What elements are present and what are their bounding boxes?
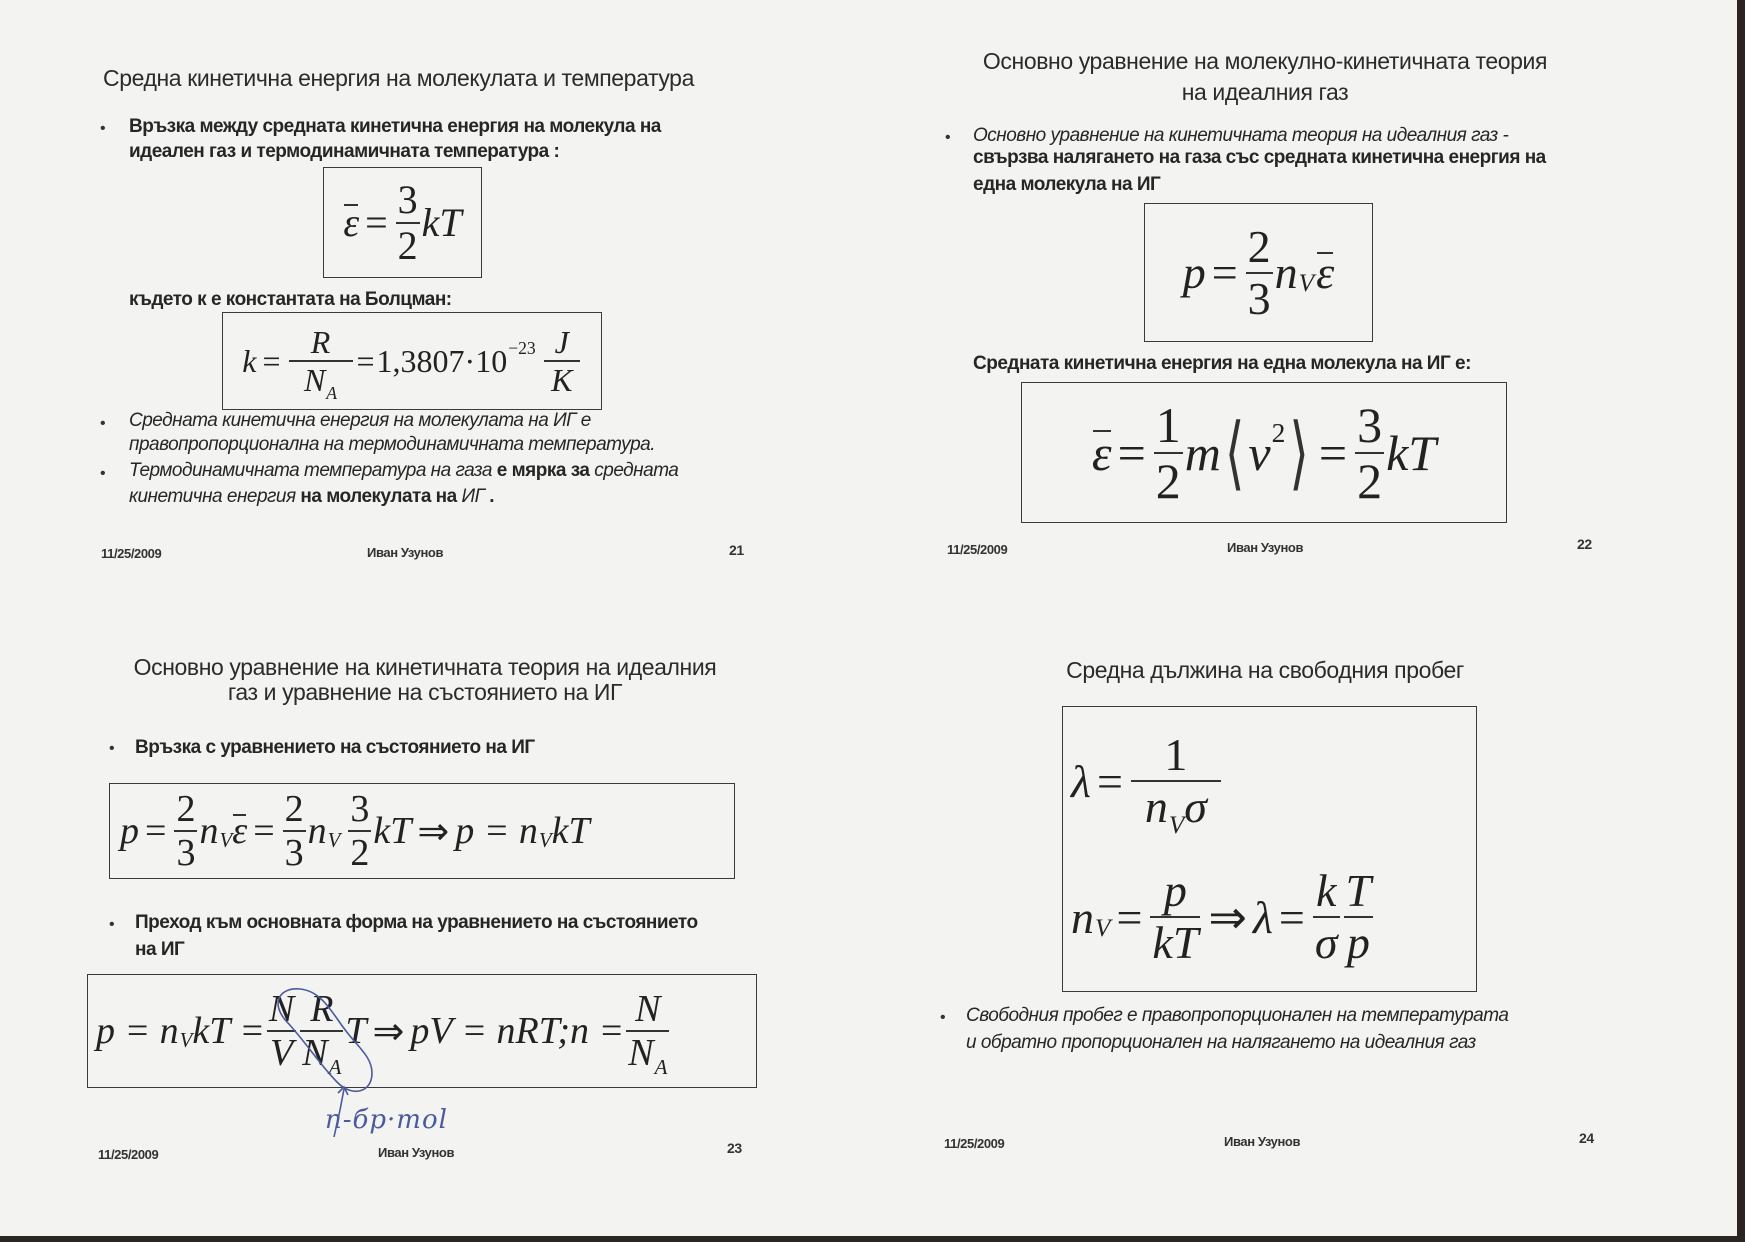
formula-box-mean-free-path xyxy=(1062,706,1477,992)
subscript: V xyxy=(1095,913,1111,942)
term: T xyxy=(345,1010,367,1052)
fraction xyxy=(396,176,420,268)
italic-span: ИГ xyxy=(461,486,485,507)
mid-text: Средната кинетична енергия на една молекула на ИГ е: xyxy=(973,353,1471,374)
denominator: 3 xyxy=(1247,272,1271,324)
implies-arrow: ⇒ xyxy=(417,810,450,853)
numerator: k xyxy=(1315,865,1337,916)
value: 1,3807·10 xyxy=(376,342,508,379)
footer-date: 11/25/2009 xyxy=(947,542,1008,557)
handwritten-note: n-бр·mol xyxy=(325,1105,448,1135)
left-angle-bracket: ⟨ xyxy=(1224,407,1245,498)
bullet-text-line xyxy=(129,484,494,509)
slide-number: 22 xyxy=(1577,536,1592,552)
term: λ xyxy=(1252,891,1273,943)
footer-author: Иван Узунов xyxy=(367,545,444,560)
fraction xyxy=(174,790,197,872)
denominator: N xyxy=(302,1032,328,1074)
formula-box-derivation xyxy=(109,783,735,879)
implies-arrow: ⇒ xyxy=(372,1010,405,1053)
term: kT xyxy=(1386,424,1437,481)
term: p = n xyxy=(96,1010,179,1052)
bullet-text-line: свързва налягането на газа със средната кинетична енергия на xyxy=(973,147,1546,168)
fraction xyxy=(1154,396,1183,509)
footer-author: Иван Узунов xyxy=(378,1145,455,1160)
slide-title: Средна кинетична енергия на молекулата и температура xyxy=(103,65,694,91)
bullet-text-line: правопропорционална на термодинамичната температура. xyxy=(129,434,655,455)
denominator: 2 xyxy=(1155,452,1181,509)
bullet-text-line: на ИГ xyxy=(135,939,185,960)
fraction xyxy=(283,790,306,872)
denominator: 3 xyxy=(176,832,196,874)
equals: = xyxy=(262,342,281,379)
formula xyxy=(1091,396,1437,509)
numerator: 2 xyxy=(1247,220,1271,272)
formula-lambda xyxy=(1071,729,1223,840)
formula-box-kinetic xyxy=(1021,382,1507,523)
where-text: където к е константата на Болцман: xyxy=(129,289,452,310)
fraction xyxy=(1150,865,1200,968)
slide-number: 24 xyxy=(1579,1130,1594,1146)
equals: = xyxy=(1278,891,1305,943)
bullet-dot: • xyxy=(100,120,106,137)
denominator: N xyxy=(303,362,326,398)
slide-title: газ и уравнение на състоянието на ИГ xyxy=(227,679,623,705)
bullet-dot: • xyxy=(100,465,106,482)
term: v xyxy=(1248,424,1271,481)
term: kT xyxy=(551,810,590,852)
fraction xyxy=(1131,729,1221,840)
formula xyxy=(120,790,590,872)
denominator: 2 xyxy=(1357,452,1383,509)
subscript: V xyxy=(538,827,552,852)
formula-concentration xyxy=(1071,865,1375,968)
handwritten-loop xyxy=(278,989,372,1091)
subscript: V xyxy=(219,827,233,852)
numerator: J xyxy=(554,324,569,360)
epsilon-bar: ε xyxy=(1091,424,1112,481)
subscript: V xyxy=(1298,269,1315,298)
formula xyxy=(242,324,581,403)
subscript: V xyxy=(327,827,341,852)
formula xyxy=(343,176,462,268)
footer-date: 11/25/2009 xyxy=(101,546,162,561)
scanner-edge-bottom xyxy=(0,1236,1745,1242)
term: n xyxy=(1274,247,1298,298)
numerator: 3 xyxy=(350,788,370,830)
denominator: N xyxy=(628,1032,654,1074)
bullet-text-line: идеален газ и термодинамичната температура : xyxy=(129,141,560,162)
slide-title: на идеалния газ xyxy=(1181,79,1349,105)
fraction xyxy=(1313,865,1340,968)
term: λ xyxy=(1071,755,1091,807)
numerator: 1 xyxy=(1164,729,1188,780)
bullet-text-line: Връзка с уравнението на състоянието на ИГ xyxy=(135,737,535,758)
bullet-text-line: една молекула на ИГ xyxy=(973,174,1161,195)
term: p = n xyxy=(455,810,538,852)
slide-title: Средна дължина на свободния пробег xyxy=(1066,657,1464,683)
implies-arrow: ⇒ xyxy=(1208,892,1247,943)
denominator: σ xyxy=(1184,781,1207,832)
term: p xyxy=(1182,247,1206,298)
fraction xyxy=(289,324,353,403)
subscript: A xyxy=(654,1055,668,1080)
bullet-text-line: Основно уравнение на кинетичната теория на идеалния газ - xyxy=(973,125,1509,146)
footer-date: 11/25/2009 xyxy=(98,1147,159,1162)
fraction xyxy=(1246,220,1273,324)
bullet-dot: • xyxy=(109,740,115,757)
numerator: 3 xyxy=(1357,396,1383,453)
scanner-edge-right xyxy=(1737,0,1745,1242)
denominator: n xyxy=(1144,781,1168,832)
exponent: −23 xyxy=(508,338,536,359)
right-angle-bracket: ⟩ xyxy=(1289,407,1309,498)
subscript: A xyxy=(326,382,338,403)
equals: = xyxy=(1117,424,1146,481)
numerator: 3 xyxy=(397,176,418,222)
italic-span: средната xyxy=(594,460,679,481)
numerator: R xyxy=(310,988,334,1030)
unit-fraction xyxy=(544,326,580,396)
term: kT xyxy=(373,810,412,852)
subscript: A xyxy=(328,1055,342,1080)
equals: = xyxy=(365,200,388,245)
denominator: kT xyxy=(1152,917,1199,968)
denominator: 2 xyxy=(350,832,370,874)
bullet-dot: • xyxy=(940,1009,946,1026)
numerator: N xyxy=(635,988,661,1030)
bullet-text-line: Средната кинетична енергия на молекулата на ИГ е xyxy=(129,410,591,431)
term: k xyxy=(242,342,257,379)
normal-span: е мярка за xyxy=(491,460,595,481)
equals: = xyxy=(1096,755,1123,807)
numerator: 2 xyxy=(176,788,196,830)
bullet-text-line: Връзка между средната кинетична енергия на молекула на xyxy=(129,116,661,137)
numerator: T xyxy=(1345,865,1372,916)
bullet-dot: • xyxy=(100,415,106,432)
footer-author: Иван Узунов xyxy=(1227,540,1304,555)
formula xyxy=(1182,220,1335,324)
numerator: 2 xyxy=(284,788,304,830)
equals: = xyxy=(253,810,275,852)
fraction xyxy=(1355,396,1384,509)
slide-number: 21 xyxy=(729,542,744,558)
epsilon-bar: ε xyxy=(343,200,360,245)
normal-span: на молекулата на xyxy=(295,486,462,507)
equals: = xyxy=(1211,247,1238,298)
term: n xyxy=(199,810,219,852)
equals: = xyxy=(1318,424,1348,481)
term: kT xyxy=(421,200,462,245)
term: n xyxy=(1071,891,1094,943)
denominator: K xyxy=(551,362,573,398)
term: m xyxy=(1184,424,1221,481)
formula-box-energy xyxy=(323,167,482,278)
numerator: 1 xyxy=(1155,396,1181,453)
numerator: N xyxy=(268,988,295,1030)
footer-author: Иван Узунов xyxy=(1224,1134,1301,1149)
bullet-text-line: и обратно пропорционален на налягането на идеалния газ xyxy=(966,1032,1476,1053)
slide-title: Основно уравнение на кинетичната теория на идеалния xyxy=(133,654,717,680)
bullet-text-line: Преход към основната форма на уравнението на състоянието xyxy=(135,912,698,933)
footer-date: 11/25/2009 xyxy=(944,1136,1005,1151)
formula-box-boltzmann xyxy=(222,312,602,410)
bullet-dot: • xyxy=(109,916,115,933)
epsilon-bar: ε xyxy=(1316,247,1335,298)
denominator: p xyxy=(1346,917,1370,968)
term: p xyxy=(120,810,139,852)
exponent: 2 xyxy=(1271,417,1286,449)
italic-span: Термодинамичната температура на газа xyxy=(129,460,492,481)
epsilon-bar: ε xyxy=(232,810,248,852)
bullet-text-line: Свободния пробег е правопропорционален на температурата xyxy=(966,1005,1509,1026)
slide-number: 23 xyxy=(727,1140,742,1156)
numerator: p xyxy=(1163,865,1187,916)
term: kT = xyxy=(192,1010,265,1052)
denominator: 2 xyxy=(397,222,418,268)
formula-box-pressure xyxy=(1144,203,1373,342)
subscript: V xyxy=(179,1027,193,1052)
fraction xyxy=(348,790,371,872)
fraction xyxy=(626,988,669,1080)
term: pV = nRT;n = xyxy=(410,1010,625,1052)
term: n xyxy=(307,810,327,852)
denominator: σ xyxy=(1314,917,1338,968)
bullet-dot: • xyxy=(945,129,951,146)
equals: = xyxy=(145,810,167,852)
normal-span: . xyxy=(484,486,494,507)
equals: = xyxy=(356,342,375,379)
italic-span: кинетична енергия xyxy=(129,486,296,507)
denominator: 3 xyxy=(284,832,304,874)
equals: = xyxy=(1116,891,1143,943)
denominator: V xyxy=(269,1032,294,1074)
subscript: V xyxy=(1168,811,1185,840)
fraction xyxy=(1344,865,1374,968)
bullet-text-line xyxy=(129,458,678,483)
slide-title: Основно уравнение на молекулно-кинетичната теория xyxy=(982,48,1548,74)
numerator: R xyxy=(310,324,331,360)
